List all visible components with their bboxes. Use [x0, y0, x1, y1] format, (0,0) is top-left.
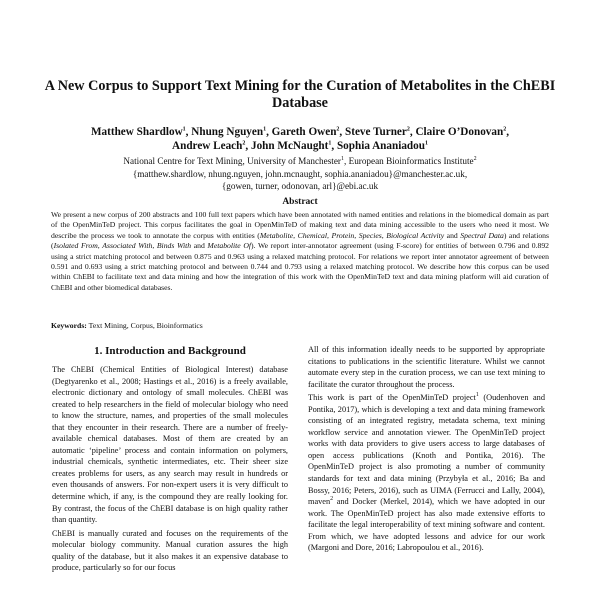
entity-term: Biological Activity [386, 230, 445, 240]
abstract-heading: Abstract [282, 197, 318, 207]
paper-title: A New Corpus to Support Text Mining for the Curation of Metabolites in the ChEBI Database [44, 78, 556, 111]
author-list: Matthew Shardlow$^1$, Nhung Nguyen$^1$, Gareth Owen$^2$, Steve Turner$^2$, Claire O’Donovan$^2$, Andrew Leach$^2$, John McNaught$^1$, Sophia Ananiadou$^1$ [90, 126, 509, 152]
email-line: {gowen, turner, odonovan, arl}@ebi.ac.uk [221, 181, 379, 191]
affiliation: National Centre for Text Mining, University of Manchester$^1$ [123, 155, 344, 166]
author: Nhung Nguyen$^1$ [191, 126, 267, 138]
affiliations: National Centre for Text Mining, University of Manchester$^1$, European Bioinformatics Institute$^2$ {matthew.shardlow, nhung.nguyen, john.mcnaught, sophia.ananiadou}@manchester.ac.uk, {gowen, turner, odonovan, arl}@ebi.ac.uk [123, 155, 477, 191]
entity-term: Metabolite [259, 230, 294, 240]
author: John McNaught$^1$ [250, 140, 332, 152]
body-paragraph: All of this information ideally needs to be supported by appropriate citations to publications in the scientific literature. Whilst we cannot automate every step in the curation process, we can use text mining to facilitate the curator throughout the process. [308, 345, 545, 389]
body-paragraph: The ChEBI (Chemical Entities of Biological Interest) database (Degtyarenko et al., 2008; Hastings et al., 2016) is a freely available, electronic dictionary and ontology of small molecules. ChEBI was created to help researchers in the field of molecular biology who need to know the structure, names, and properties of the small molecules that they encounter in their research. There are a number of freely-available chemical databases. Most of them are created by an automatic ‘pipeline’ process and contain information on polymers, industrial chemicals, synthetic intermediates, etc. Their sheer size creates problems for users, as any search may result in hundreds or even thousands of answers. For non-expert users it is very difficult to determine which, if any, is the compound they are really looking for. By contrast, the focus of the ChEBI database is on high quality rather than quantity. [52, 365, 288, 525]
keywords-label: Keywords: [51, 321, 87, 330]
author: Andrew Leach$^2$ [172, 140, 246, 152]
right-column [308, 344, 545, 600]
relation-term: Isolated From [53, 241, 98, 251]
keywords [51, 321, 203, 330]
relation-term: Associated With [102, 241, 153, 251]
author: Sophia Ananiadou$^1$ [336, 140, 428, 152]
entity-term: Chemical [297, 230, 328, 240]
author: Gareth Owen$^2$ [271, 126, 340, 138]
entity-term: Spectral Data [460, 230, 504, 240]
author: Matthew Shardlow$^1$ [90, 126, 186, 138]
affiliation: European Bioinformatics Institute$^2$ [348, 155, 477, 166]
author: Steve Turner$^2$ [345, 126, 410, 138]
relation-term: Binds With [156, 241, 192, 251]
entity-term: Protein [331, 230, 355, 240]
body-paragraph: This work is part of the OpenMinTeD project$^1$ (Oudenhoven and Pontika, 2017), which is developing a text and data mining framework consisting of an integrated registry, metadata schema, text mining workflow service and annotation viewer. The OpenMinTeD project works with data providers to give users access to large databases of open access publications (Knoth and Pontika, 2016). The OpenMinTeD project is also promoting a number of community standards for text and data mining (Przybyła et al., 2016; Ba and Bossy, 2016; Peters, 2016), such as UIMA (Ferrucci and Lally, 2004), maven$^2$ and Docker (Merkel, 2014), which we have adopted in our work. The OpenMinTeD project has also made extensive efforts to facilitate the legal interoperability of text mining software and content. From which, we have adopted lessons and advice for our work (Margoni and Dore, 2016; Labropoulou et al., 2016). [308, 392, 545, 553]
author: Claire O’Donovan$^2$ [415, 126, 507, 138]
entity-term: Species [358, 230, 382, 240]
keywords-text: Text Mining, Corpus, Bioinformatics [86, 321, 203, 330]
abstract-paragraph: We present a new corpus of 200 abstracts and 100 full text papers which have been annotated with named entities and relations in the biomedical domain as part of the OpenMinTeD project. This corpus facilitates the goal in OpenMinTeD of making text and data mining accessible to the users who need it most. We describe the process we took to annotate the corpus with entities (Metabolite, Chemical, Protein, Species, Biological Activity and Spectral Data) and relations (Isolated From, Associated With, Binds With and Metabolite Of). We report inter-annotator agreement (using F-score) for entities of between 0.796 and 0.892 using a strict matching protocol and between 0.875 and 0.963 using a relaxed matching protocol. For relations we report inter annotator agreement of between 0.591 and 0.693 using a strict matching protocol and between 0.744 and 0.793 using a relaxed matching protocol. We describe how this corpus can be used within ChEBI to facilitate text and data mining and how the integration of this work with the OpenMinTeD text and data mining platform will aid curation of ChEBI and other biomedical databases. [51, 210, 550, 292]
left-column [52, 364, 288, 600]
footnote-marker: 1 [475, 392, 479, 399]
abstract-body [51, 210, 549, 293]
email-line: {matthew.shardlow, nhung.nguyen, john.mcnaught, sophia.ananiadou}@manchester.ac.uk, [132, 168, 468, 179]
body-paragraph: ChEBI is manually curated and focuses on the requirements of the molecular biology community. Manual curation assures the high quality of the database, but it also makes it an expensive database to produce, particularly so for our focus [52, 528, 288, 573]
section-heading: 1. Introduction and Background [94, 345, 246, 357]
relation-term: Metabolite Of [207, 241, 252, 251]
footnote-marker: 2 [330, 496, 334, 503]
